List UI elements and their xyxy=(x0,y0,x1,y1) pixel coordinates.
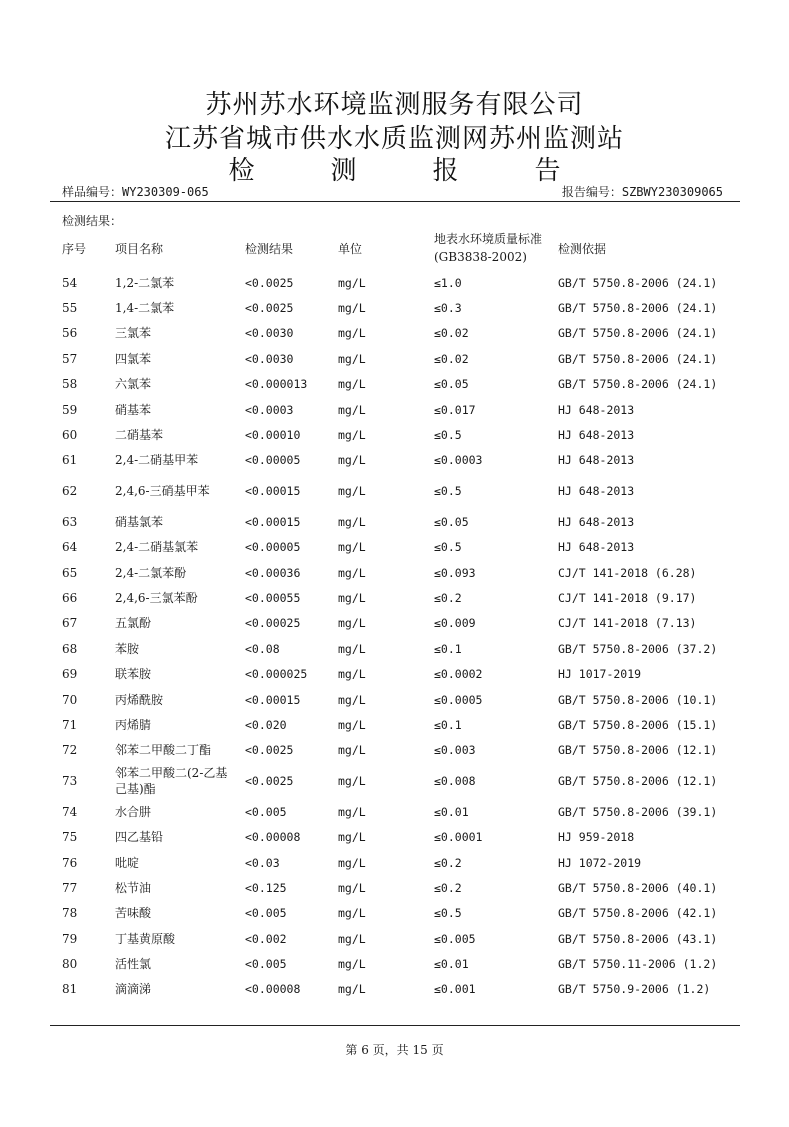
cell-item-name: 水合肼 xyxy=(115,804,152,819)
results-table xyxy=(52,226,758,1002)
cell-standard: ≤0.2 xyxy=(434,590,462,605)
cell-standard: ≤0.017 xyxy=(434,402,476,417)
cell-item-name: 滴滴涕 xyxy=(115,982,152,997)
cell-method: GB/T 5750.8-2006 (37.2) xyxy=(558,641,718,656)
cell-standard: ≤0.0001 xyxy=(434,830,483,845)
cell-result: <0.00015 xyxy=(245,484,301,499)
cell-standard: ≤0.2 xyxy=(434,880,462,895)
cell-standard: ≤0.0005 xyxy=(434,692,483,707)
cell-method: HJ 648-2013 xyxy=(558,428,635,443)
table-row xyxy=(52,270,758,295)
cell-method: GB/T 5750.8-2006 (24.1) xyxy=(558,326,718,341)
cell-standard: ≤0.02 xyxy=(434,326,469,341)
cell-method: HJ 648-2013 xyxy=(558,514,635,529)
table-row xyxy=(52,372,758,397)
cell-no: 63 xyxy=(62,514,78,529)
cell-no: 69 xyxy=(62,667,78,682)
cell-result: <0.00005 xyxy=(245,540,301,555)
table-row xyxy=(52,951,758,976)
cell-no: 68 xyxy=(62,641,78,656)
cell-unit: mg/L xyxy=(338,351,366,366)
cell-unit: mg/L xyxy=(338,957,366,972)
table-row xyxy=(52,712,758,737)
cell-unit: mg/L xyxy=(338,484,366,499)
table-row xyxy=(52,397,758,422)
cell-no: 81 xyxy=(62,982,78,997)
cell-no: 78 xyxy=(62,906,78,921)
table-row xyxy=(52,875,758,900)
table-row xyxy=(52,509,758,534)
table-row xyxy=(52,738,758,763)
cell-no: 66 xyxy=(62,590,78,605)
cell-result: <0.0025 xyxy=(245,774,294,789)
cell-no: 56 xyxy=(62,326,78,341)
cell-standard: ≤0.01 xyxy=(434,804,469,819)
cell-unit: mg/L xyxy=(338,641,366,656)
cell-method: GB/T 5750.8-2006 (43.1) xyxy=(558,931,718,946)
cell-no: 79 xyxy=(62,931,78,946)
cell-item-name: 2,4,6-三硝基甲苯 xyxy=(115,484,210,499)
cell-method: GB/T 5750.8-2006 (12.1) xyxy=(558,743,718,758)
cell-method: GB/T 5750.8-2006 (10.1) xyxy=(558,692,718,707)
cell-result: <0.000013 xyxy=(245,377,308,392)
cell-unit: mg/L xyxy=(338,428,366,443)
cell-standard: ≤0.0002 xyxy=(434,667,483,682)
cell-method: GB/T 5750.8-2006 (24.1) xyxy=(558,351,718,366)
table-row xyxy=(52,977,758,1002)
cell-standard: ≤0.5 xyxy=(434,484,462,499)
cell-unit: mg/L xyxy=(338,616,366,631)
cell-item-name: 二硝基苯 xyxy=(115,428,164,443)
cell-unit: mg/L xyxy=(338,830,366,845)
cell-result: <0.00036 xyxy=(245,565,301,580)
table-row xyxy=(52,687,758,712)
cell-result: <0.0003 xyxy=(245,402,294,417)
cell-standard: ≤0.093 xyxy=(434,565,476,580)
cell-result: <0.0025 xyxy=(245,301,294,316)
cell-standard: ≤0.05 xyxy=(434,377,469,392)
cell-item-name: 六氯苯 xyxy=(115,377,152,392)
table-row xyxy=(52,926,758,951)
cell-result: <0.005 xyxy=(245,804,287,819)
cell-no: 62 xyxy=(62,484,78,499)
cell-standard: ≤0.001 xyxy=(434,982,476,997)
report-title-char: 报 xyxy=(432,156,459,186)
cell-standard: ≤0.1 xyxy=(434,641,462,656)
cell-unit: mg/L xyxy=(338,590,366,605)
cell-standard: ≤0.5 xyxy=(434,540,462,555)
cell-standard: ≤0.5 xyxy=(434,428,462,443)
cell-unit: mg/L xyxy=(338,667,366,682)
cell-result: <0.002 xyxy=(245,931,287,946)
cell-method: CJ/T 141-2018 (9.17) xyxy=(558,590,697,605)
cell-no: 67 xyxy=(62,616,78,631)
cell-unit: mg/L xyxy=(338,402,366,417)
cell-item-name: 松节油 xyxy=(115,880,152,895)
cell-item-name: 2,4-二硝基氯苯 xyxy=(115,540,199,555)
table-header-row xyxy=(52,226,758,270)
cell-standard: ≤0.003 xyxy=(434,743,476,758)
cell-no: 80 xyxy=(62,957,78,972)
cell-method: CJ/T 141-2018 (7.13) xyxy=(558,616,697,631)
cell-item-name: 四乙基铅 xyxy=(115,830,164,845)
cell-item-name: 硝基苯 xyxy=(115,402,152,417)
cell-result: <0.00055 xyxy=(245,590,301,605)
cell-method: HJ 648-2013 xyxy=(558,484,635,499)
table-row xyxy=(52,799,758,824)
cell-no: 58 xyxy=(62,377,78,392)
cell-standard: ≤0.05 xyxy=(434,514,469,529)
column-header-name: 项目名称 xyxy=(115,241,164,256)
cell-unit: mg/L xyxy=(338,982,366,997)
cell-standard: ≤0.5 xyxy=(434,906,462,921)
cell-no: 75 xyxy=(62,830,78,845)
cell-item-name: 活性氯 xyxy=(115,957,152,972)
cell-item-name: 苦味酸 xyxy=(115,906,152,921)
cell-result: <0.0025 xyxy=(245,743,294,758)
cell-no: 55 xyxy=(62,301,78,316)
cell-item-name: 三氯苯 xyxy=(115,326,152,341)
cell-result: <0.03 xyxy=(245,855,280,870)
cell-result: <0.000025 xyxy=(245,667,308,682)
cell-no: 76 xyxy=(62,855,78,870)
cell-item-name: 苯胺 xyxy=(115,641,140,656)
cell-unit: mg/L xyxy=(338,540,366,555)
cell-item-name: 邻苯二甲酸二(2-乙基己基)酯 xyxy=(115,766,228,797)
cell-method: HJ 959-2018 xyxy=(558,830,635,845)
column-header-standard: 地表水环境质量标准(GB3838-2002) xyxy=(434,232,543,264)
cell-result: <0.125 xyxy=(245,880,287,895)
cell-unit: mg/L xyxy=(338,855,366,870)
cell-method: GB/T 5750.8-2006 (15.1) xyxy=(558,717,718,732)
cell-unit: mg/L xyxy=(338,377,366,392)
table-row xyxy=(52,473,758,509)
cell-item-name: 2,4-二氯苯酚 xyxy=(115,565,187,580)
cell-standard: ≤1.0 xyxy=(434,275,462,290)
cell-standard: ≤0.1 xyxy=(434,717,462,732)
cell-method: GB/T 5750.8-2006 (39.1) xyxy=(558,804,718,819)
cell-item-name: 吡啶 xyxy=(115,855,140,870)
table-row xyxy=(52,901,758,926)
cell-unit: mg/L xyxy=(338,275,366,290)
cell-no: 72 xyxy=(62,743,78,758)
table-row xyxy=(52,321,758,346)
cell-item-name: 丁基黄原酸 xyxy=(115,931,176,946)
sample-number: 样品编号：WY230309-065 xyxy=(62,185,209,199)
station-name: 江苏省城市供水水质监测网苏州监测站 xyxy=(164,124,624,154)
cell-no: 57 xyxy=(62,351,78,366)
cell-method: GB/T 5750.9-2006 (1.2) xyxy=(558,982,711,997)
cell-item-name: 1,4-二氯苯 xyxy=(115,301,175,316)
table-row xyxy=(52,636,758,661)
report-title-char: 检 xyxy=(228,156,255,186)
cell-method: GB/T 5750.8-2006 (24.1) xyxy=(558,301,718,316)
table-body xyxy=(52,270,758,1002)
cell-item-name: 丙烯腈 xyxy=(115,717,152,732)
cell-item-name: 丙烯酰胺 xyxy=(115,692,164,707)
cell-item-name: 2,4,6-三氯苯酚 xyxy=(115,590,198,605)
cell-unit: mg/L xyxy=(338,453,366,468)
footer-divider xyxy=(50,1025,740,1026)
cell-result: <0.08 xyxy=(245,641,280,656)
cell-result: <0.00015 xyxy=(245,692,301,707)
report-title xyxy=(0,150,789,187)
cell-item-name: 1,2-二氯苯 xyxy=(115,275,175,290)
cell-standard: ≤0.008 xyxy=(434,774,476,789)
cell-result: <0.0030 xyxy=(245,326,294,341)
cell-method: GB/T 5750.8-2006 (42.1) xyxy=(558,906,718,921)
cell-result: <0.0030 xyxy=(245,351,294,366)
cell-unit: mg/L xyxy=(338,880,366,895)
cell-method: CJ/T 141-2018 (6.28) xyxy=(558,565,697,580)
table-row xyxy=(52,422,758,447)
table-row xyxy=(52,850,758,875)
report-title-char: 测 xyxy=(330,156,357,186)
cell-method: HJ 648-2013 xyxy=(558,453,635,468)
cell-unit: mg/L xyxy=(338,692,366,707)
cell-no: 77 xyxy=(62,880,78,895)
cell-method: HJ 1017-2019 xyxy=(558,667,642,682)
column-header-unit: 单位 xyxy=(338,241,363,256)
cell-result: <0.00008 xyxy=(245,982,301,997)
table-row xyxy=(52,535,758,560)
cell-method: HJ 648-2013 xyxy=(558,402,635,417)
cell-method: HJ 648-2013 xyxy=(558,540,635,555)
cell-no: 54 xyxy=(62,275,78,290)
cell-no: 64 xyxy=(62,540,78,555)
cell-unit: mg/L xyxy=(338,301,366,316)
cell-standard: ≤0.009 xyxy=(434,616,476,631)
cell-standard: ≤0.005 xyxy=(434,931,476,946)
table-row xyxy=(52,448,758,473)
cell-no: 60 xyxy=(62,428,78,443)
cell-unit: mg/L xyxy=(338,931,366,946)
cell-unit: mg/L xyxy=(338,774,366,789)
table-row xyxy=(52,560,758,585)
cell-item-name: 硝基氯苯 xyxy=(115,514,164,529)
cell-result: <0.005 xyxy=(245,957,287,972)
cell-method: GB/T 5750.11-2006 (1.2) xyxy=(558,957,718,972)
cell-unit: mg/L xyxy=(338,565,366,580)
cell-method: GB/T 5750.8-2006 (24.1) xyxy=(558,275,718,290)
cell-no: 73 xyxy=(62,774,78,789)
cell-no: 59 xyxy=(62,402,78,417)
cell-result: <0.00015 xyxy=(245,514,301,529)
cell-standard: ≤0.01 xyxy=(434,957,469,972)
cell-unit: mg/L xyxy=(338,717,366,732)
table-row xyxy=(52,346,758,371)
cell-item-name: 联苯胺 xyxy=(115,667,152,682)
section-label: 检测结果： xyxy=(62,214,123,228)
cell-no: 70 xyxy=(62,692,78,707)
cell-unit: mg/L xyxy=(338,906,366,921)
header-divider xyxy=(50,201,740,202)
cell-result: <0.00025 xyxy=(245,616,301,631)
table-row xyxy=(52,824,758,849)
cell-result: <0.0025 xyxy=(245,275,294,290)
cell-result: <0.005 xyxy=(245,906,287,921)
table-row xyxy=(52,763,758,799)
cell-method: HJ 1072-2019 xyxy=(558,855,642,870)
cell-method: GB/T 5750.8-2006 (24.1) xyxy=(558,377,718,392)
cell-method: GB/T 5750.8-2006 (40.1) xyxy=(558,880,718,895)
cell-item-name: 四氯苯 xyxy=(115,351,152,366)
cell-standard: ≤0.02 xyxy=(434,351,469,366)
cell-item-name: 2,4-二硝基甲苯 xyxy=(115,453,199,468)
cell-method: GB/T 5750.8-2006 (12.1) xyxy=(558,774,718,789)
cell-item-name: 邻苯二甲酸二丁酯 xyxy=(115,743,212,758)
cell-unit: mg/L xyxy=(338,326,366,341)
cell-no: 74 xyxy=(62,804,78,819)
table-row xyxy=(52,295,758,320)
cell-standard: ≤0.3 xyxy=(434,301,462,316)
cell-result: <0.00005 xyxy=(245,453,301,468)
company-name: 苏州苏水环境监测服务有限公司 xyxy=(205,90,584,120)
cell-no: 65 xyxy=(62,565,78,580)
table-row xyxy=(52,585,758,610)
cell-result: <0.020 xyxy=(245,717,287,732)
page-number: 第 6 页，共 15 页 xyxy=(345,1043,444,1057)
cell-standard: ≤0.2 xyxy=(434,855,462,870)
cell-standard: ≤0.0003 xyxy=(434,453,483,468)
column-header-no: 序号 xyxy=(62,241,87,256)
cell-no: 71 xyxy=(62,717,78,732)
cell-unit: mg/L xyxy=(338,743,366,758)
cell-unit: mg/L xyxy=(338,514,366,529)
report-number: 报告编号：SZBWY230309065 xyxy=(561,185,723,199)
column-header-method: 检测依据 xyxy=(558,241,607,256)
cell-result: <0.00008 xyxy=(245,830,301,845)
cell-no: 61 xyxy=(62,453,78,468)
report-title-char: 告 xyxy=(534,156,561,186)
cell-item-name: 五氯酚 xyxy=(115,616,152,631)
table-row xyxy=(52,661,758,686)
table-row xyxy=(52,611,758,636)
cell-unit: mg/L xyxy=(338,804,366,819)
cell-result: <0.00010 xyxy=(245,428,301,443)
column-header-result: 检测结果 xyxy=(245,241,294,256)
